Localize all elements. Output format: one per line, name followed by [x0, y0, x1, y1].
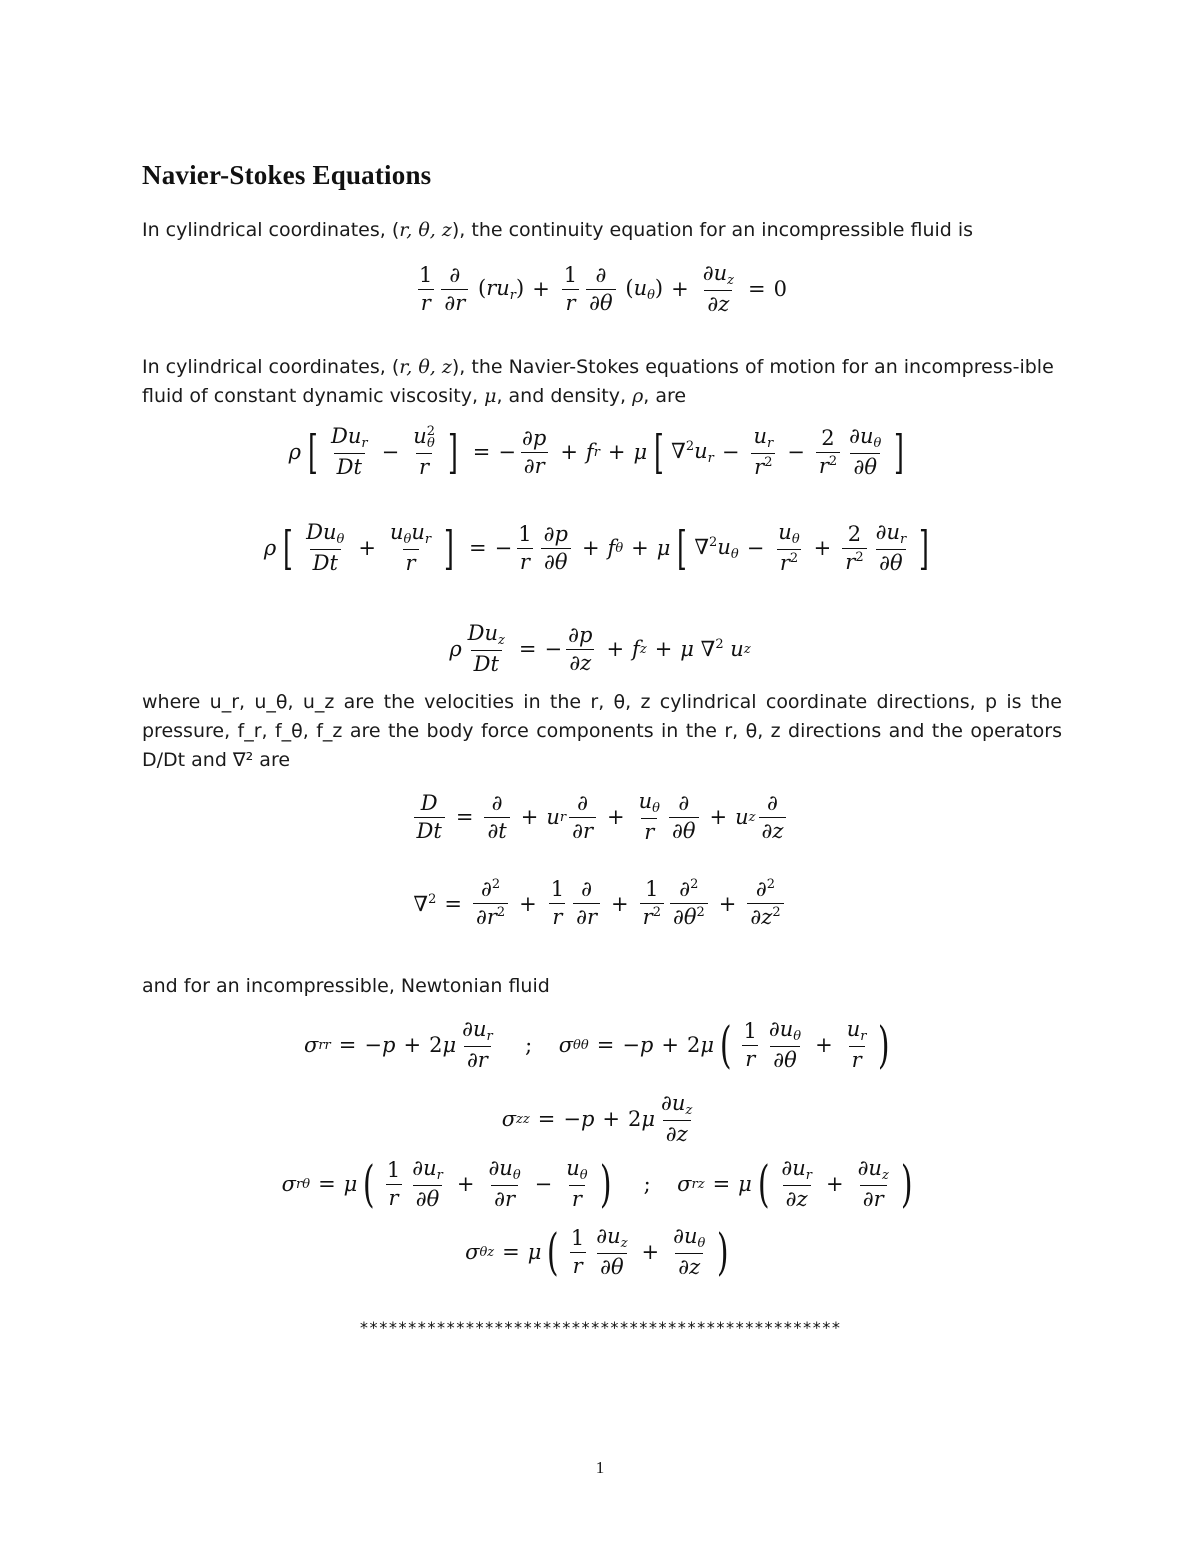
document-title: Navier-Stokes Equations	[142, 160, 432, 190]
equation-stress-zz: σ zz = −p + 2μ $\frac{\partial u_z}{\partial z}$	[501, 1091, 693, 1147]
separator-line: **************************************************	[359, 1318, 841, 1337]
equation-continuity: $\frac{1}{r}$ $\frac{\partial}{\partial r}$ $(ru_r)$ + $\frac{1}{r}$ $\frac{\partial}{\partial\theta}$ $(u_\theta)$ + $\frac{\partial u_z}{\partial z}$ = 0	[419, 261, 787, 317]
equation-stress-rtheta-rz: σ rθ = μ ( $\frac{1}{r}$ $\frac{\partial u_r}{\partial\theta}$ + $\frac{\partial u_\theta}{\partial r}$ − $\frac{u_\theta}{r}$ ) ; σ rz = μ ( $\frac{\partial u_r}{\partial z}$ + $\frac{\partial u_z}{\partial r}$ )	[281, 1155, 913, 1214]
paragraph-newtonian-fluid: and for an incompressible, Newtonian fluid	[142, 975, 550, 997]
paragraph-navier-stokes-intro: In cylindrical coordinates, (r, θ, z), the Navier-Stokes equations of motion for an incompress-ible fluid of constant dynamic viscosity, μ, and density, ρ, are	[142, 356, 1054, 407]
page-number: 1	[595, 1458, 605, 1477]
equation-laplacian: ∇$^2$ = $\frac{\partial^2}{\partial r^2}$ + $\frac{1}{r}$ $\frac{\partial}{\partial r}$ + $\frac{1}{r^2}$ $\frac{\partial^2}{\partial\theta^2}$ + $\frac{\partial^2}{\partial z^2}$	[0, 878, 1200, 929]
equation-stress-thetaz: σ θz = μ ( $\frac{1}{r}$ $\frac{\partial u_z}{\partial\theta}$ + $\frac{\partial u_\theta}{\partial z}$ )	[465, 1223, 729, 1282]
equation-stress-rr-thetatheta: σ rr = −p + 2μ $\frac{\partial u_r}{\partial r}$ ; σ θθ = −p + 2μ ( $\frac{1}{r}$ $\frac{\partial u_\theta}{\partial\theta}$ + $\frac{u_r}{r}$ )	[304, 1016, 891, 1075]
equation-r-momentum: ρ [ $\frac{Du_r}{Dt}$ − $\frac{u^2_\theta}{r}$ ] = − $\frac{\partial p}{\partial r}$ + f r + μ [ $\nabla^2u_r$ − $\frac{u_r}{r^2}$ − $\frac{2}{r^2}$ $\frac{\partial u_\theta}{\partial\theta}$ ]	[288, 424, 905, 480]
equation-z-momentum: ρ $\frac{Du_z}{Dt}$ = − $\frac{\partial p}{\partial z}$ + f z + μ ∇$^2$ u z	[449, 621, 751, 677]
equation-theta-momentum: ρ [ $\frac{Du_\theta}{Dt}$ + $\frac{u_\theta u_r}{r}$ ] = − $\frac{1}{r}$ $\frac{\partial p}{\partial\theta}$ + f θ + μ [ $\nabla^2u_\theta$ − $\frac{u_\theta}{r^2}$ + $\frac{2}{r^2}$ $\frac{\partial u_r}{\partial\theta}$ ]	[263, 520, 930, 576]
equation-material-derivative: $\frac{D}{Dt}$ = $\frac{\partial}{\partial t}$ + u r $\frac{\partial}{\partial r}$ + $\frac{u_\theta}{r}$ $\frac{\partial}{\partial\theta}$ + u z $\frac{\partial}{\partial z}$	[0, 790, 1200, 844]
paragraph-continuity-intro: In cylindrical coordinates, (r, θ, z), the continuity equation for an incompressible fluid is	[142, 219, 974, 241]
paragraph-variable-definitions: where u_r, u_θ, u_z are the velocities in the r, θ, z cylindrical coordinate directions, p is the pressure, f_r, f_θ, f_z are the body force components in the r, θ, z directions and the operators D/Dt and ∇² are	[142, 691, 1062, 771]
